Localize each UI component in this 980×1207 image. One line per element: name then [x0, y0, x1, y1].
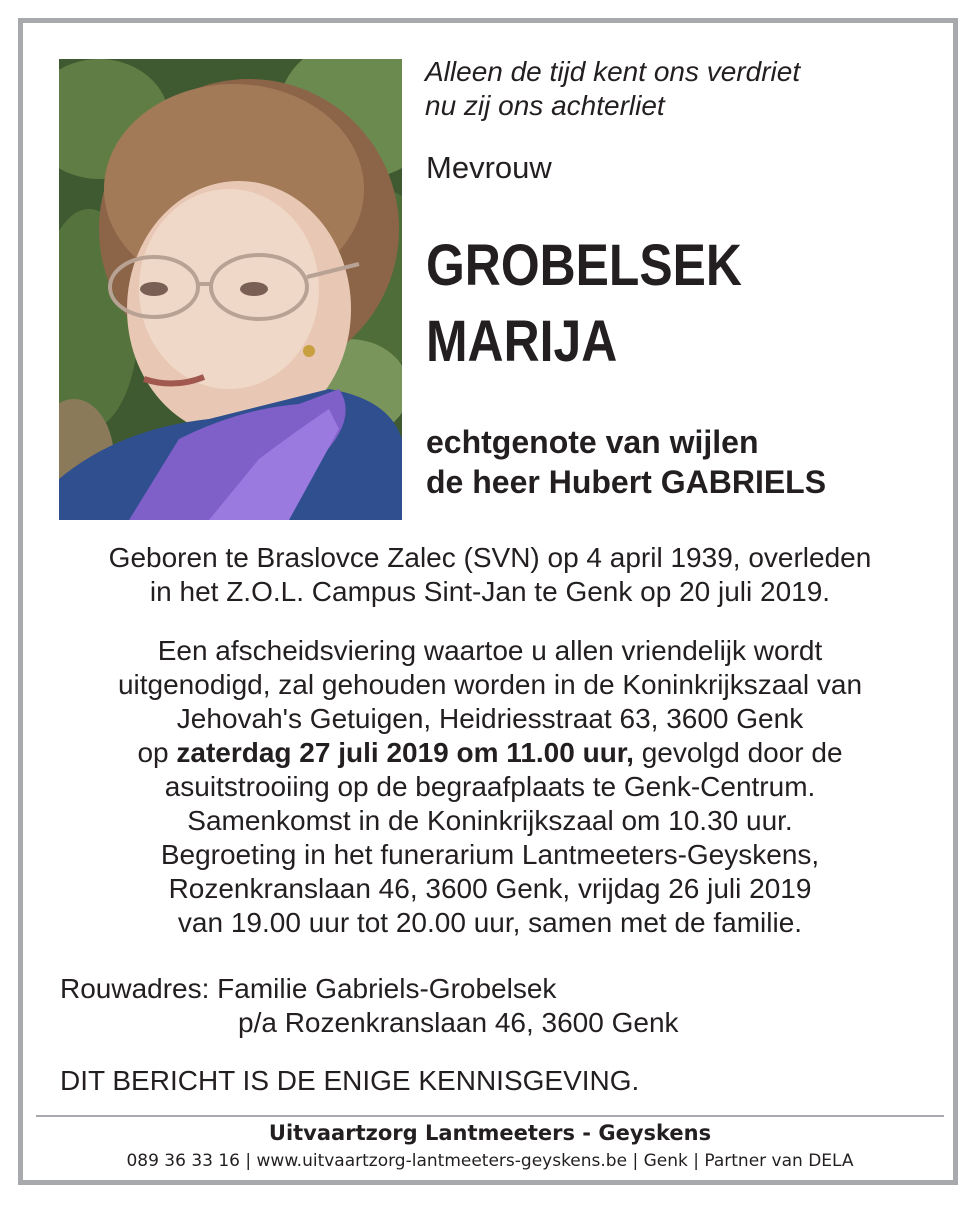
- poem-line-2: nu zij ons achterliet: [425, 90, 665, 121]
- given-name: MARIJA: [426, 309, 618, 374]
- honorific-title: Mevrouw: [426, 150, 552, 185]
- spouse-line-1: echtgenote van wijlen: [426, 424, 759, 460]
- ceremony-line-8: Rozenkranslaan 46, 3600 Genk, vrijdag 26 juli 2019: [168, 873, 812, 904]
- birth-line-2: in het Z.O.L. Campus Sint-Jan te Genk op 20 juli 2019.: [149, 576, 831, 607]
- rouwadres-line-2: p/a Rozenkranslaan 46, 3600 Genk: [238, 1007, 679, 1038]
- ceremony-line-7: Begroeting in het funerarium Lantmeeters-Geyskens,: [160, 839, 820, 870]
- rouwadres-line-1: Rouwadres: Familie Gabriels-Grobelsek: [60, 973, 557, 1004]
- ceremony-line-2: uitgenodigd, zal gehouden worden in de Koninkrijkszaal van: [117, 669, 863, 700]
- spouse-line-2: de heer Hubert GABRIELS: [426, 464, 827, 500]
- ceremony-line-1: Een afscheidsviering waartoe u allen vriendelijk wordt: [157, 635, 823, 666]
- footer-divider: [36, 1115, 944, 1117]
- ceremony-date-suffix: gevolgd door de: [633, 737, 843, 768]
- ceremony-line-4: [40, 736, 940, 770]
- funeral-home-contact: 089 36 33 16 | www.uitvaartzorg-lantmeeters-geyskens.be | Genk | Partner van DELA: [126, 1151, 854, 1171]
- poem: [425, 55, 800, 123]
- rouwadres: [60, 972, 679, 1040]
- ceremony-date-prefix: op: [137, 737, 177, 768]
- portrait-image: [59, 59, 402, 520]
- ceremony-date: zaterdag 27 juli 2019 om 11.00 uur,: [176, 737, 634, 768]
- funeral-home-name: Uitvaartzorg Lantmeeters - Geyskens: [268, 1121, 712, 1145]
- ceremony-line-3: Jehovah's Getuigen, Heidriesstraat 63, 3600 Genk: [176, 703, 804, 734]
- surname: GROBELSEK: [426, 233, 742, 298]
- ceremony-line-5: asuitstrooiing op de begraafplaats te Genk-Centrum.: [164, 771, 816, 802]
- sole-notice: DIT BERICHT IS DE ENIGE KENNISGEVING.: [60, 1065, 640, 1096]
- birth-line-1: Geboren te Braslovce Zalec (SVN) op 4 april 1939, overleden: [108, 542, 872, 573]
- ceremony-line-9: van 19.00 uur tot 20.00 uur, samen met de familie.: [177, 907, 803, 938]
- portrait-photo: [59, 59, 402, 520]
- ceremony-line-6: Samenkomst in de Koninkrijkszaal om 10.30 uur.: [187, 805, 793, 836]
- birth-death-info: [40, 541, 940, 609]
- poem-line-1: Alleen de tijd kent ons verdriet: [425, 56, 801, 87]
- deceased-name: [426, 228, 742, 380]
- ceremony-info: [40, 634, 940, 940]
- spouse-info: [426, 422, 826, 502]
